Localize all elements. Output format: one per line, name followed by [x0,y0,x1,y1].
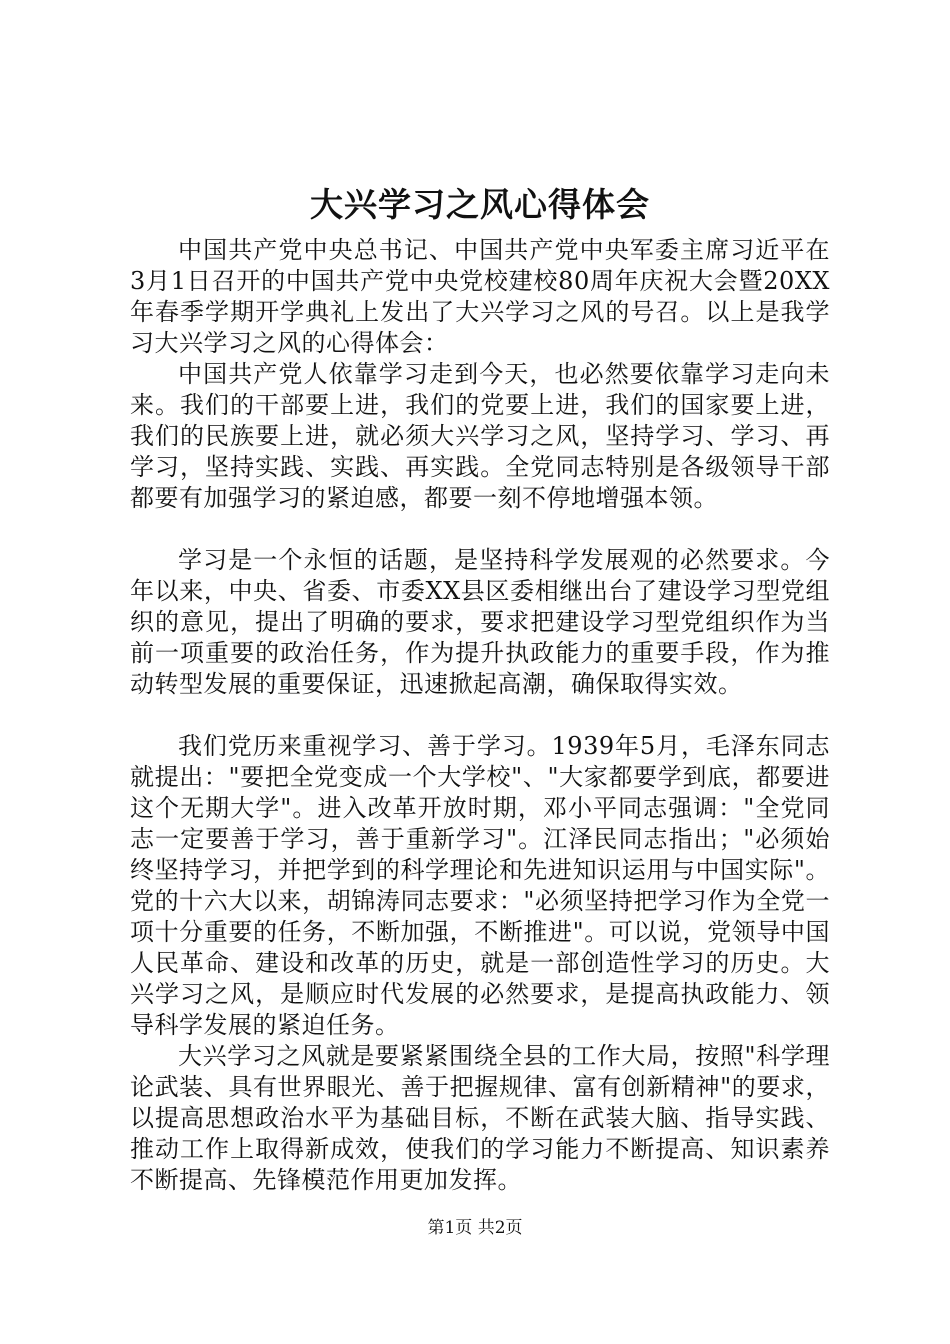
paragraph-eternal-topic: 学习是一个永恒的话题，是坚持科学发展观的必然要求。今年以来，中央、省委、市委XX县区委相继出台了建设学习型党组织的意见，提出了明确的要求，要求把建设学习型党组织作为当前一项重要的政治任务，作为提升执政能力的重要手段，作为推动转型发展的重要保证，迅速掀起高潮，确保取得实效。 [130,546,830,698]
document-title: 大兴学习之风心得体会 [310,185,650,224]
paragraph-gap [130,514,830,545]
document-page [130,180,830,1196]
paragraph-rely-on-learning: 中国共产党人依靠学习走到今天，也必然要依靠学习走向未来。我们的干部要上进，我们的党要上进，我们的国家要上进，我们的民族要上进，就必须大兴学习之风，坚持学习、学习、再学习，坚持实践、实践、再实践。全党同志特别是各级领导干部都要有加强学习的紧迫感，都要一刻不停地增强本领。 [130,360,830,512]
paragraph-county-work: 大兴学习之风就是要紧紧围绕全县的工作大局，按照"科学理论武装、具有世界眼光、善于把握规律、富有创新精神"的要求，以提高思想政治水平为基础目标，不断在武装大脑、指导实践、推动工作上取得新成效，使我们的学习能力不断提高、知识素养不断提高、先锋模范作用更加发挥。 [130,1042,830,1194]
paragraph-party-history: 我们党历来重视学习、善于学习。1939年5月，毛泽东同志就提出："要把全党变成一个大学校"、"大家都要学到底，都要进这个无期大学"。进入改革开放时期，邓小平同志强调："全党同志一定要善于学习，善于重新学习"。江泽民同志指出；"必须始终坚持学习，并把学到的科学理论和先进知识运用与中国实际"。党的十六大以来，胡锦涛同志要求："必须坚持把学习作为全党一项十分重要的任务，不断加强，不断推进"。可以说，党领导中国人民革命、建设和改革的历史，就是一部创造性学习的历史。大兴学习之风，是顺应时代发展的必然要求，是提高执政能力、领导科学发展的紧迫任务。 [130,732,830,1039]
paragraph-intro: 中国共产党中央总书记、中国共产党中央军委主席习近平在3月1日召开的中国共产党中央党校建校80周年庆祝大会暨20XX年春季学期开学典礼上发出了大兴学习之风的号召。以上是我学习大兴学习之风的心得体会： [130,236,830,357]
paragraph-gap [130,700,830,731]
page-number-footer: 第1页 共2页 [427,1218,523,1238]
